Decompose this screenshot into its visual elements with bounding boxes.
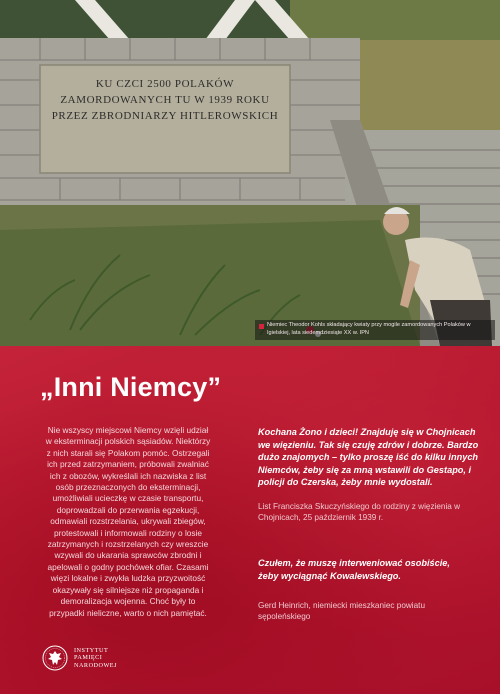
memorial-plaque-inscription (45, 76, 285, 124)
heinrich-quote-source: Gerd Heinrich, niemiecki mieszkaniec powiatu sępoleńskiego (258, 601, 426, 621)
ipn-logo-text (74, 647, 117, 670)
photo-caption (255, 320, 495, 340)
logo-line: NARODOWEJ (74, 661, 117, 669)
logo-line: PAMIĘCI (74, 654, 103, 662)
ipn-logo (42, 645, 117, 671)
memorial-photo (0, 0, 500, 346)
eagle-emblem-icon (42, 645, 68, 671)
page-title: „Inni Niemcy” (40, 372, 222, 402)
inscription-line: ZAMORDOWANYCH TU W 1939 ROKU (60, 94, 270, 106)
content-panel (0, 346, 500, 694)
caption-marker (259, 324, 264, 329)
main-body-text: Nie wszyscy miejscowi Niemcy wzięli udział w eksterminacji polskich sąsiadów. Niektórzy z nich starali się Polakom pomóc. Ostrzegali ich przed zatrzymaniem, próbowali zwalniać ich z obozów, wykreślali ich nazwiska z list osób przeznaczonych do eksterminacji, umożliwiali ucieczkę w czasie transportu, doprowadzali do przerwania egzekucji, odmawiali rozstrzelania, ukrywali zbiegów, protestowali i informowali rodziny o losie zatrzymanych i rozstrzelanych czy wreszcie wzywali do ukarania sprawców zbrodni i apelowali o godny pochówek ofiar. Czasami więzi lokalne i zwykła ludzka przyzwoitość okazywały się silniejsze niż propaganda i demoralizacja wojenna. Choć były to przypadki nieliczne, warto o nich pamiętać. (45, 425, 211, 618)
heinrich-quote: Czułem, że muszę interweniować osobiście, żeby wyciągnąć Kowalewskiego. (258, 558, 450, 581)
letter-quote-source: List Franciszka Skuczyńskiego do rodziny z więzienia w Chojnicach, 25 październik 1939 r. (258, 502, 461, 522)
logo-line: INSTYTUT (74, 646, 109, 654)
photo-caption-text: Niemiec Theodor Kohls składający kwiaty przy mogile zamordowanych Polaków w Igielskiej, lata siedemdziesiąte XX w. IPN (267, 322, 471, 336)
memorial-scene-illustration (0, 0, 500, 346)
inscription-line: PRZEZ ZBRODNIARZY HITLEROWSKICH (51, 110, 279, 122)
letter-quote: Kochana Żono i dzieci! Znajduję się w Chojnicach we więzieniu. Tak się czuję zdrów i dobrze. Bardzo dużo znajomych – tylko proszę iść do kilku innych Niemców, żeby się za mną wstawili do Gestapo, i policji do Czerska, żeby mnie wydostali. (258, 427, 479, 487)
inscription-line: KU CZCI 2500 POLAKÓW (95, 78, 235, 90)
